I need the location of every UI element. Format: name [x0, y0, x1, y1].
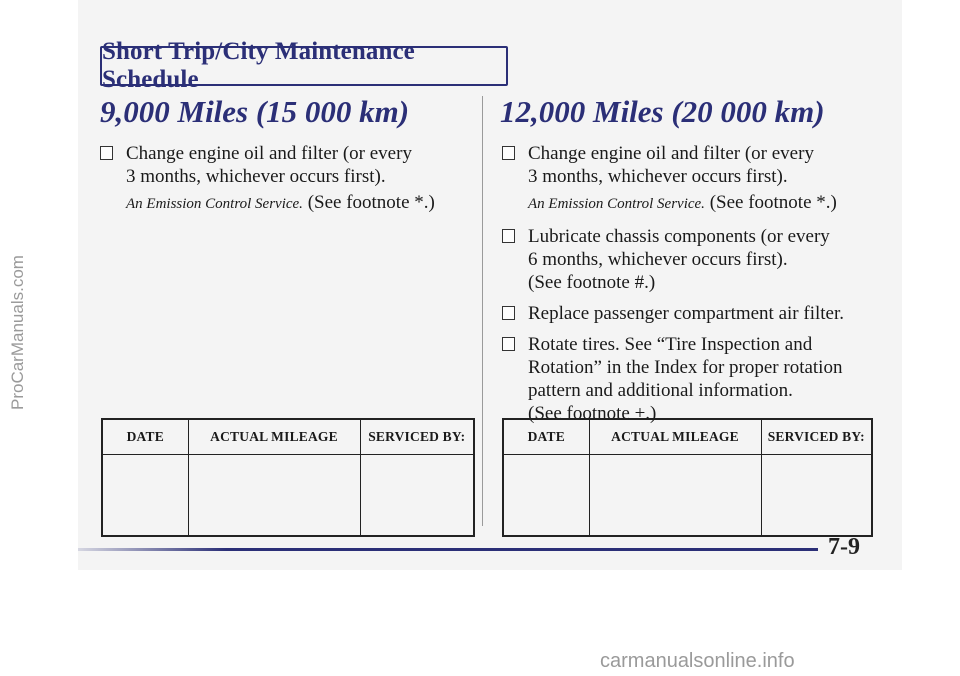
- left-emission-note: An Emission Control Service. (See footnote *.): [126, 192, 435, 213]
- table-row: [503, 455, 872, 537]
- mileage-cell[interactable]: [589, 455, 761, 537]
- right-service-log-table: [502, 418, 873, 537]
- section-title-tab: [100, 38, 508, 93]
- right-emission-note: An Emission Control Service. (See footnote *.): [528, 192, 837, 213]
- serviced-by-cell[interactable]: [360, 455, 474, 537]
- section-title: Short Trip/City Maintenance Schedule: [102, 38, 415, 93]
- header-date: DATE: [503, 419, 589, 455]
- right-item-lubricate-chassis: Lubricate chassis components (or every 6 months, whichever occurs first). (See footnote #.): [500, 225, 880, 294]
- mileage-cell[interactable]: [188, 455, 360, 537]
- page-number: 7-9: [828, 534, 860, 560]
- left-item-oil-change: Change engine oil and filter (or every 3 months, whichever occurs first).: [98, 142, 470, 188]
- bottom-watermark: carmanualsonline.info: [600, 650, 795, 672]
- serviced-by-cell[interactable]: [761, 455, 872, 537]
- header-actual-mileage: ACTUAL MILEAGE: [188, 419, 360, 455]
- right-item-oil-change: Change engine oil and filter (or every 3 months, whichever occurs first).: [500, 142, 880, 188]
- checkbox-icon[interactable]: [502, 229, 515, 243]
- checkbox-icon[interactable]: [502, 306, 515, 320]
- footer-rule: [78, 548, 818, 551]
- checkbox-icon[interactable]: [100, 146, 113, 160]
- left-service-log-table: [101, 418, 475, 537]
- table-row: [102, 455, 474, 537]
- left-column: [98, 94, 470, 225]
- column-divider: [482, 96, 483, 526]
- header-date: DATE: [102, 419, 188, 455]
- date-cell[interactable]: [503, 455, 589, 537]
- right-column: [500, 94, 880, 433]
- left-mileage-heading: 9,000 Miles (15 000 km): [100, 94, 410, 129]
- checkbox-icon[interactable]: [502, 146, 515, 160]
- right-item-rotate-tires: Rotate tires. See “Tire Inspection and Rotation” in the Index for proper rotation pattern and additional information. (See footnote +.): [500, 333, 880, 425]
- date-cell[interactable]: [102, 455, 188, 537]
- right-mileage-heading: 12,000 Miles (20 000 km): [500, 94, 825, 129]
- header-serviced-by: SERVICED BY:: [761, 419, 872, 455]
- header-actual-mileage: ACTUAL MILEAGE: [589, 419, 761, 455]
- checkbox-icon[interactable]: [502, 337, 515, 351]
- right-item-cabin-filter: Replace passenger compartment air filter.: [500, 302, 880, 325]
- side-watermark: ProCarManuals.com: [8, 255, 27, 410]
- header-serviced-by: SERVICED BY:: [360, 419, 474, 455]
